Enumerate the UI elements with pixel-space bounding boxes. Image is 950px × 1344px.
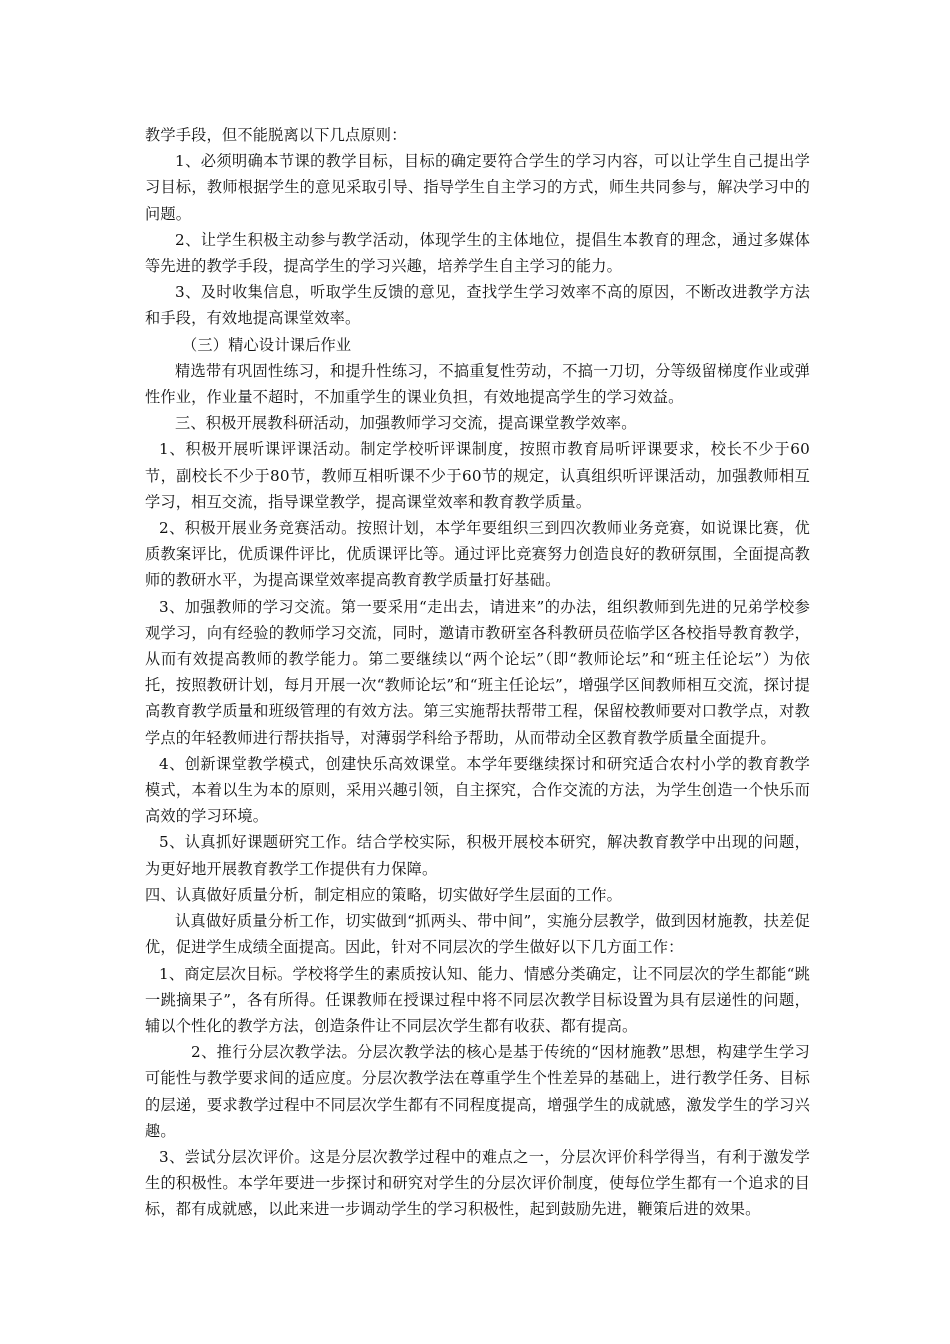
paragraph-principle-1: 1、必须明确本节课的教学目标，目标的确定要符合学生的学习内容，可以让学生自己提出学习目标，教师根据学生的意见采取引导、指导学生自主学习的方式，师生共同参与，解决学习中的问题。 [145,152,810,223]
document-body [145,122,810,1223]
section-heading-3: 三、积极开展教科研活动，加强教师学习交流，提高课堂教学效率。 [175,414,637,433]
subheading-homework: （三）精心设计课后作业 [182,335,352,354]
paragraph-principle-2: 2、让学生积极主动参与教学活动，体现学生的主体地位，提倡生本教育的理念，通过多媒体等先进的教学手段，提高学生的学习兴趣，培养学生自主学习的能力。 [145,230,810,276]
paragraph-lesson-evaluation: 1、积极开展听课评课活动。制定学校听评课制度，按照市教育局听评课要求，校长不少于60节，副校长不少于80节，教师互相听课不少于60节的规定，认真组织听评课活动，加强教师相互学习，相互交流，指导课堂教学，提高课堂效率和教育教学质量。 [145,440,810,511]
paragraph-quality-analysis: 认真做好质量分析工作，切实做到“抓两头、带中间”，实施分层教学，做到因材施教，扶差促优，促进学生成绩全面提高。因此，针对不同层次的学生做好以下几方面工作： [145,912,810,957]
paragraph-competitions: 2、积极开展业务竞赛活动。按照计划，本学年要组织三到四次教师业务竞赛，如说课比赛，优质教案评比，优质课件评比，优质课评比等。通过评比竞赛努力创造良好的教研氛围，全面提高教师的教研水平，为提高课堂效率提高教育教学质量打好基础。 [145,519,810,590]
paragraph-classroom-model: 4、创新课堂教学模式，创建快乐高效课堂。本学年要继续探讨和研究适合农村小学的教育教学模式，本着以生为本的原则，采用兴趣引领，自主探究，合作交流的方法，为学生创造一个快乐而高效的学习环境。 [145,754,810,826]
paragraph-layered-evaluation: 3、尝试分层次评价。这是分层次教学过程中的难点之一，分层次评价科学得当，有利于激发学生的积极性。本学年要进一步探讨和研究对学生的分层次评价制度，使每位学生都有一个追求的目标，都有成就感，以此来进一步调动学生的学习积极性，起到鼓励先进，鞭策后进的效果。 [145,1147,810,1219]
paragraph-layered-goals: 1、商定层次目标。学校将学生的素质按认知、能力、情感分类确定，让不同层次的学生都能“跳一跳摘果子”，各有所得。任课教师在授课过程中将不同层次教学目标设置为具有层递性的问题，辅以个性化的教学方法，创造条件让不同层次学生都有收获、都有提高。 [145,964,810,1035]
paragraph-teacher-exchange: 3、加强教师的学习交流。第一要采用“走出去，请进来”的办法，组织教师到先进的兄弟学校参观学习，向有经验的教师学习交流，同时，邀请市教研室各科教研员莅临学区各校指导教育教学，从而有效提高教师的教学能力。第二要继续以“两个论坛”（即“教师论坛”和“班主任论坛”）为依托，按照教研计划，每月开展一次“教师论坛”和“班主任论坛”，增强学区间教师相互交流，探讨提高教育教学质量和班级管理的有效方法。第三实施帮扶帮带工程，保留校教师要对口教学点，对教学点的年轻教师进行帮扶指导，对薄弱学科给予帮助，从而带动全区教育教学质量全面提升。 [145,597,810,747]
paragraph-layered-teaching: 2、推行分层次教学法。分层次教学法的核心是基于传统的“因材施教”思想，构建学生学习可能性与教学要求间的适应度。分层次教学法在尊重学生个性差异的基础上，进行教学任务、目标的层递，要求教学过程中不同层次学生都有不同程度提高，增强学生的成就感，激发学生的学习兴趣。 [145,1043,810,1140]
section-heading-4: 四、认真做好质量分析，制定相应的策略，切实做好学生层面的工作。 [145,885,623,904]
paragraph-principle-3: 3、及时收集信息，听取学生反馈的意见，查找学生学习效率不高的原因，不断改进教学方法和手段，有效地提高课堂效率。 [145,283,810,328]
paragraph-principles-intro: 教学手段，但不能脱离以下几点原则： [145,126,407,144]
paragraph-research: 5、认真抓好课题研究工作。结合学校实际，积极开展校本研究，解决教育教学中出现的问题，为更好地开展教育教学工作提供有力保障。 [145,833,810,878]
paragraph-homework: 精选带有巩固性练习，和提升性练习，不搞重复性劳动，不搞一刀切，分等级留梯度作业或弹性作业，作业量不超时，不加重学生的课业负担，有效地提高学生的学习效益。 [145,361,810,407]
